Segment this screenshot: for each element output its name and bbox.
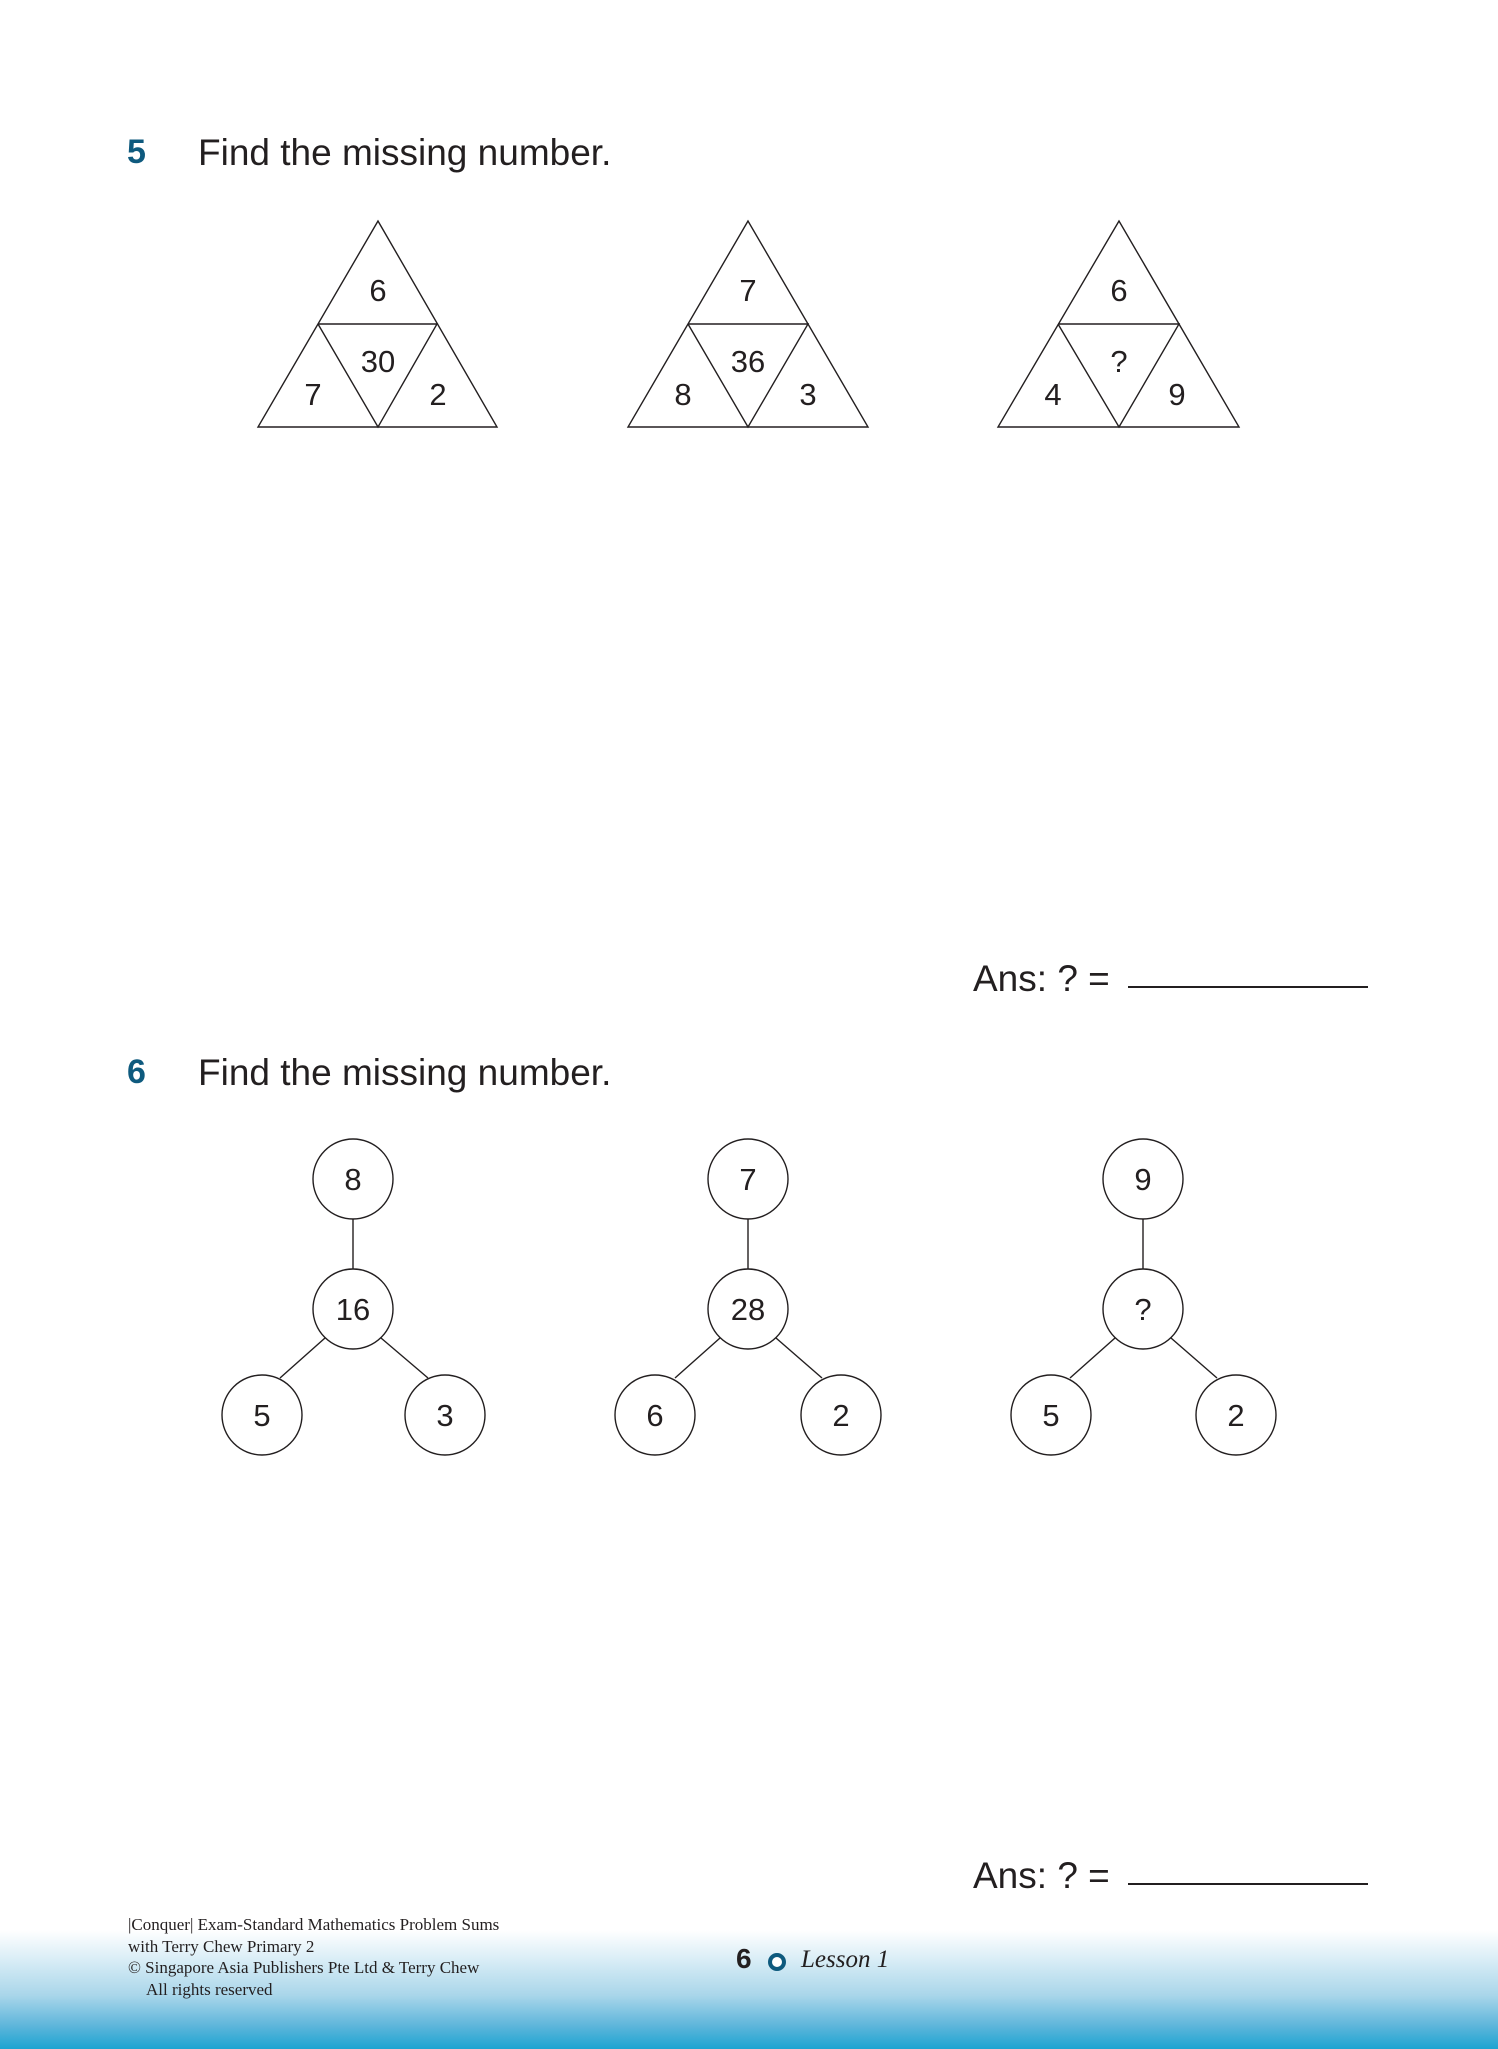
- tri-2-right: 3: [799, 377, 817, 412]
- tree-3-middle: ?: [1134, 1292, 1152, 1327]
- triangle-puzzle-2: [628, 221, 868, 427]
- question-5-prompt: Find the missing number.: [198, 132, 612, 173]
- credit-line-1: |Conquer| Exam-Standard Mathematics Problem Sums: [128, 1915, 500, 1934]
- tri-3-left: 4: [1044, 377, 1062, 412]
- tri-3-top: 6: [1110, 273, 1128, 308]
- question-5-answer-label: Ans: ? =: [973, 958, 1110, 999]
- question-5-answer-blank[interactable]: [1128, 986, 1368, 988]
- credit-line-4: All rights reserved: [146, 1979, 273, 1999]
- tree-2-middle: 28: [730, 1292, 766, 1327]
- tri-2-top: 7: [739, 273, 757, 308]
- tree-2-top: 7: [739, 1162, 757, 1197]
- lesson-label: Lesson 1: [801, 1946, 890, 1973]
- page-number: 6: [736, 1943, 752, 1974]
- tri-2-center: 36: [730, 344, 766, 379]
- question-6-prompt: Find the missing number.: [198, 1052, 612, 1093]
- tree-1-left: 5: [253, 1398, 271, 1433]
- tree-1-middle: 16: [335, 1292, 371, 1327]
- tri-1-right: 2: [429, 377, 447, 412]
- tree-3-top: 9: [1134, 1162, 1152, 1197]
- tree-2-right: 2: [832, 1398, 850, 1433]
- tree-3-left: 5: [1042, 1398, 1060, 1433]
- triangle-puzzle-3: [998, 221, 1239, 427]
- tri-2-left: 8: [674, 377, 692, 412]
- tri-3-center: ?: [1110, 344, 1128, 379]
- tri-1-top: 6: [369, 273, 387, 308]
- tree-1-top: 8: [344, 1162, 362, 1197]
- ring-bullet-icon: [768, 1953, 786, 1971]
- tree-2-left: 6: [646, 1398, 664, 1433]
- credit-line-2: with Terry Chew Primary 2: [128, 1936, 315, 1956]
- credit-line-3: © Singapore Asia Publishers Pte Ltd & Terry Chew: [128, 1958, 480, 1977]
- question-number-6: 6: [127, 1053, 146, 1091]
- footer-credits: [128, 1914, 499, 2000]
- triangle-puzzle-1: [258, 221, 497, 427]
- question-6-answer-label: Ans: ? =: [973, 1855, 1110, 1896]
- tri-1-center: 30: [360, 344, 396, 379]
- question-number-5: 5: [127, 133, 146, 171]
- tri-1-left: 7: [304, 377, 322, 412]
- tree-1-right: 3: [436, 1398, 454, 1433]
- tree-3-right: 2: [1227, 1398, 1245, 1433]
- tri-3-right: 9: [1168, 377, 1186, 412]
- question-6-answer-blank[interactable]: [1128, 1883, 1368, 1885]
